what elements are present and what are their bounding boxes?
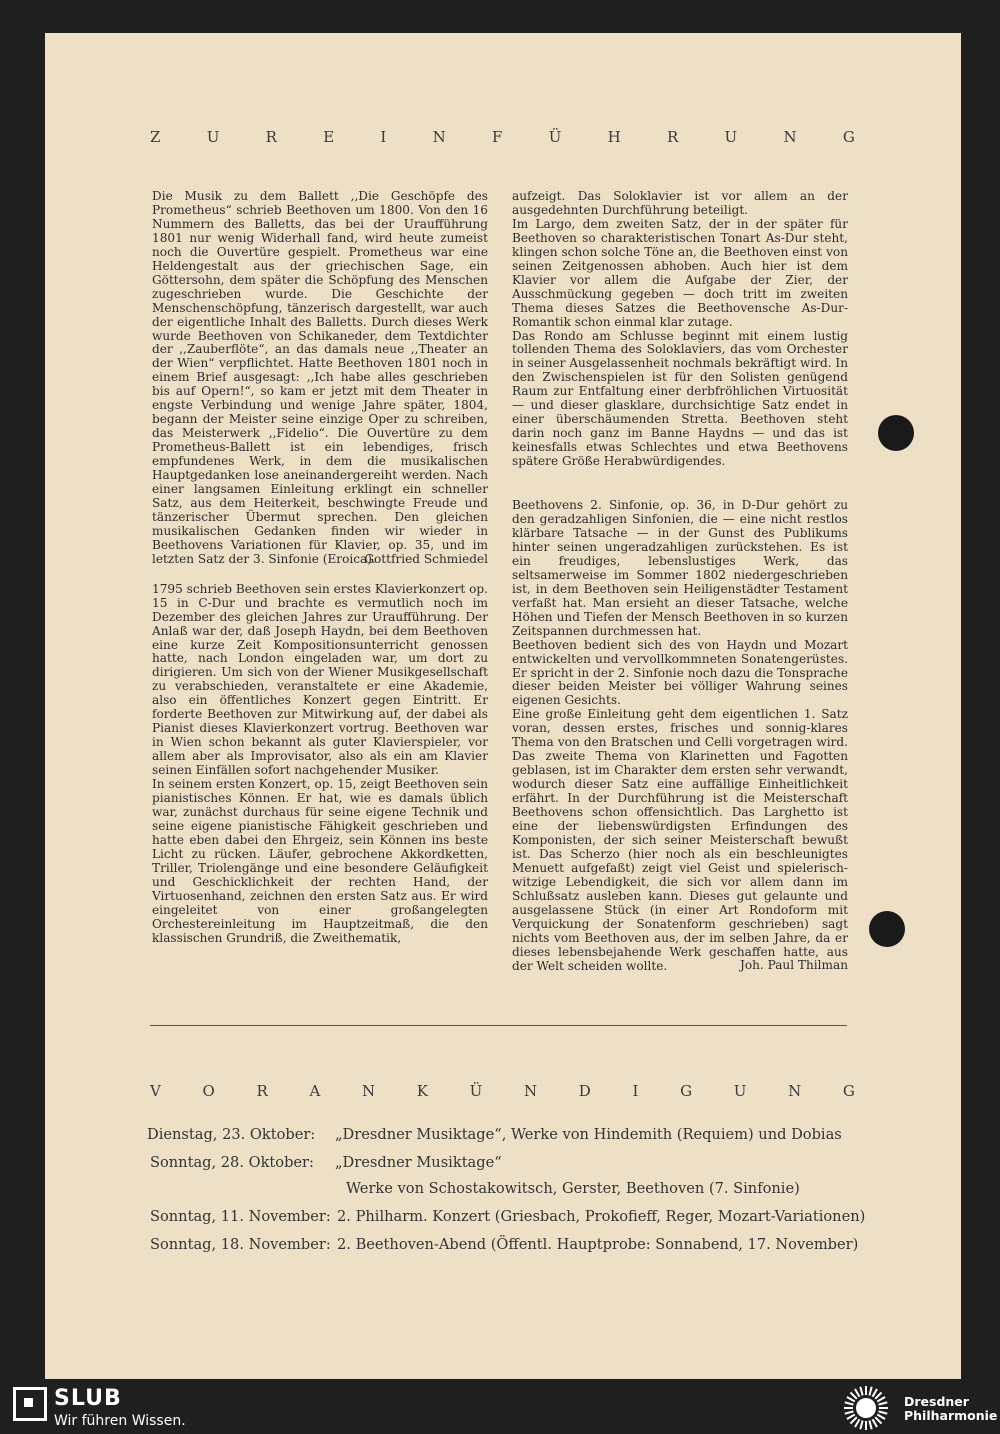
logo-ray xyxy=(860,1387,862,1396)
heading-letter: G xyxy=(680,1082,693,1100)
heading-letter: F xyxy=(492,128,503,146)
philharmonie-line2: Philharmonie xyxy=(904,1408,998,1423)
heading-letter: A xyxy=(309,1082,321,1100)
paragraph-sonatengeruest: Beethoven bedient sich des von Haydn und Mozart entwickelten und vervollkommneten Sonatengerüstes. Er spricht in der 2. Sinfonie noch dazu die Tonsprache dieser beiden Meister bei völliger Wahrung seines eigenen Gesichts. xyxy=(512,637,848,708)
heading-vorankuendigung xyxy=(150,1082,855,1100)
philharmonie-logo-icon[interactable] xyxy=(843,1385,889,1431)
logo-ray xyxy=(845,1402,854,1404)
slub-logo-icon[interactable] xyxy=(13,1387,47,1421)
heading-letter: K xyxy=(416,1082,428,1100)
paragraph-erstes-konzert: In seinem ersten Konzert, op. 15, zeigt Beethoven sein pianistisches Können. Er hat, wie es damals üblich war, zunächst durchaus für seine eigene Technik und seine eigene pianistische Fähigkeit geschrieben und hatte eben dabei den Ehrgeiz, sein Können ins beste Licht zu rücken. Läufer, gebrochene Akkordketten, Triller, Triolengänge und eine besondere Geläufigkeit und Geschicklichkeit der rechten Hand, der Virtuosenhand, zeichnen den ersten Satz aus. Er wird eingeleitet von einer großangelegten Orchestereinleitung im Hauptzeitmaß, die den klassischen Grundriß, die Zweithematik, xyxy=(152,777,488,945)
heading-letter: R xyxy=(265,128,277,146)
logo-ray xyxy=(869,1421,871,1430)
heading-letter: U xyxy=(206,128,220,146)
logo-ray xyxy=(855,1389,860,1397)
right-text-column xyxy=(512,190,848,973)
heading-letter: I xyxy=(632,1082,639,1100)
event-text: „Dresdner Musiktage“ xyxy=(335,1154,502,1171)
heading-letter: R xyxy=(256,1082,268,1100)
logo-ray xyxy=(875,1392,881,1398)
heading-letter: N xyxy=(524,1082,538,1100)
event-row xyxy=(147,1126,842,1143)
heading-letter: V xyxy=(150,1082,161,1100)
event-text: 2. Beethoven-Abend (Öffentl. Hauptprobe: Sonnabend, 17. November) xyxy=(337,1236,859,1253)
heading-letter: N xyxy=(788,1082,802,1100)
heading-letter: G xyxy=(842,128,855,146)
heading-letter: Ü xyxy=(548,128,562,146)
heading-letter: U xyxy=(733,1082,747,1100)
heading-letter: I xyxy=(380,128,387,146)
paragraph-largo: Im Largo, dem zweiten Satz, der in der später für Beethoven so charakteristischen Tonart As-Dur steht, klingen schon solche Töne an, die Beethoven einst von seinen Zeitgenossen abhoben. Auch hier ist dem Klavier vor allem die Aufgabe der Zier, der Ausschmückung gegeben — doch tritt im zweiten Thema dieses Satzes die Beethovensche As-Dur-Romantik schon einmal klar zutage. xyxy=(512,216,848,329)
slub-tagline: Wir führen Wissen. xyxy=(54,1413,186,1429)
author-signature: Joh. Paul Thilman xyxy=(740,958,848,973)
event-row xyxy=(150,1236,858,1253)
author-signature: Gottfried Schmiedel xyxy=(364,551,488,566)
heading-letter: H xyxy=(607,128,621,146)
logo-ray xyxy=(860,1421,862,1430)
left-text-column xyxy=(152,190,488,945)
heading-letter: Z xyxy=(150,128,161,146)
logo-ray xyxy=(847,1415,855,1420)
heading-letter: E xyxy=(323,128,335,146)
logo-ray xyxy=(845,1411,854,1413)
heading-letter: Ü xyxy=(469,1082,483,1100)
heading-letter: R xyxy=(666,128,679,146)
logo-ray xyxy=(877,1415,885,1420)
paragraph-zweite-sinfonie: Beethovens 2. Sinfonie, op. 36, in D-Dur gehört zu den geradzahligen Sinfonien, die — eine nicht restlos klärbare Tatsache — in der Gunst des Publikums hinter seinen ungeradzahligen zurückstehen. Es ist ein freudiges, lebenslustiges Werk, das seltsamerweise im Sommer 1802 niedergeschrieben ist, in dem Beethoven sein Heiligenstädter Testament verfaßt hat. Man ersieht an dieser Tatsache, welche Höhen und Tiefen der Mensch Beethoven in so kurzen Zeitspannen durchmessen hat. xyxy=(512,498,848,638)
logo-ray xyxy=(875,1417,881,1423)
event-date: Sonntag, 18. November: xyxy=(150,1236,331,1253)
logo-ray xyxy=(873,1389,878,1397)
event-text: Werke von Schostakowitsch, Gerster, Beethoven (7. Sinfonie) xyxy=(346,1180,800,1197)
logo-ray xyxy=(847,1397,855,1402)
paragraph-soloklavier: aufzeigt. Das Soloklavier ist vor allem an der ausgedehnten Durchführung beteiligt. xyxy=(512,189,848,217)
logo-ray xyxy=(869,1387,871,1396)
event-row xyxy=(150,1154,502,1171)
viewer-footer xyxy=(0,1382,1000,1434)
heading-letter: N xyxy=(361,1082,376,1100)
event-row xyxy=(150,1208,865,1225)
paragraph-rondo: Das Rondo am Schlusse beginnt mit einem lustig tollenden Thema des Soloklaviers, das vom Orchester in seiner Ausgelassenheit nochmals bekräftigt wird. In den Zwischenspielen ist für den Solisten genügend Raum zur Entfaltung einer derbfröhlichen Virtuosität — und dieser glasklare, durchsichtige Satz endet in einer überschäumenden Stretta. Beethoven steht darin noch ganz im Banne Haydns — und das ist keinesfalls etwas Schlechtes und etwa Beethovens spätere Größe Herabwürdigendes. xyxy=(512,328,848,469)
punch-hole xyxy=(878,415,914,451)
event-text: 2. Philharm. Konzert (Griesbach, Prokofieff, Reger, Mozart-Variationen) xyxy=(337,1208,866,1225)
paragraph-prometheus: Die Musik zu dem Ballett ,,Die Geschöpfe des Prometheus“ schrieb Beethoven um 1800. Von den 16 Nummern des Balletts, das bei der Uraufführung 1801 nur wenig Widerhall fand, wird heute zumeist noch die Ouvertüre gespielt. Prometheus war eine Heldengestalt aus der griechischen Sage, ein Göttersohn, dem später die Schöpfung des Menschen zugeschrieben wurde. Die Geschichte der Menschenschöpfung, tänzerisch dargestellt, war auch der eigentliche Inhalt des Balletts. Durch dieses Werk wurde Beethoven von Schikaneder, dem Textdichter der ,,Zauberflöte“, an das damals neue ,,Theater an der Wien“ verpflichtet. Hatte Beethoven 1801 noch in einem Brief ausgesagt: ,,Ich habe alles geschrieben bis auf Opern!“, so kam er jetzt mit dem Theater in engste Verbindung und wenige Jahre später, 1804, begann der Meister seine einzige Oper zu schreiben, das Meisterwerk ,,Fidelio“. Die Ouvertüre zu dem Prometheus-Ballett ist ein lebendiges, frisch empfundenes Werk, in dem die musikalischen Hauptgedanken lose aneinandergereiht werden. Nach einer langsamen Einleitung erklingt ein schneller Satz, aus dem Heiterkeit, beschwingte Freude und tänzerischer Übermut sprechen. Den gleichen musikalischen Gedanken finden wir wieder in Beethovens Variationen für Klavier, op. 35, und im letzten Satz der 3. Sinfonie (Eroica). xyxy=(152,189,488,566)
event-date: Sonntag, 28. Oktober: xyxy=(150,1154,314,1171)
event-text: „Dresdner Musiktage“, Werke von Hindemith (Requiem) und Dobias xyxy=(335,1126,842,1143)
heading-letter: N xyxy=(432,128,446,146)
slub-name[interactable]: SLUB xyxy=(54,1386,122,1411)
heading-letter: D xyxy=(578,1082,591,1100)
philharmonie-line1: Dresdner xyxy=(904,1394,969,1409)
heading-zur-einfuehrung xyxy=(150,128,855,146)
logo-ray xyxy=(850,1417,856,1423)
logo-ray xyxy=(877,1397,885,1402)
logo-ray xyxy=(873,1419,878,1427)
event-row xyxy=(346,1180,800,1197)
event-date: Dienstag, 23. Oktober: xyxy=(147,1126,316,1143)
heading-letter: O xyxy=(202,1082,215,1100)
paragraph-klavierkonzert: 1795 schrieb Beethoven sein erstes Klavierkonzert op. 15 in C-Dur und brachte es vermutlich noch im Dezember des gleichen Jahres zur Uraufführung. Der Anlaß war der, daß Joseph Haydn, bei dem Beethoven eine kurze Zeit Kompositionsunterricht genossen hatte, nach London eingeladen war, um dort zu dirigieren. Um sich von der Wiener Musikgesellschaft zu verabschieden, veranstaltete er eine Akademie, also ein öffentliches Konzert gegen Eintritt. Er forderte Beethoven zur Mitwirkung auf, der dabei als Pianist dieses Klavierkonzert vortrug. Beethoven war in Wien schon bekannt als guter Klavierspieler, vor allem aber als Improvisator, also als ein am Klavier seinen Einfällen sofort nachgehender Musiker. xyxy=(152,581,488,778)
logo-ray xyxy=(855,1419,860,1427)
punch-hole xyxy=(869,911,905,947)
philharmonie-name[interactable] xyxy=(904,1395,997,1423)
event-date: Sonntag, 11. November: xyxy=(150,1208,331,1225)
divider-line xyxy=(150,1025,847,1026)
heading-letter: G xyxy=(842,1082,855,1100)
logo-ray xyxy=(850,1392,856,1398)
logo-ray xyxy=(879,1402,888,1404)
logo-ray xyxy=(879,1411,888,1413)
paragraph-einleitung: Eine große Einleitung geht dem eigentlichen 1. Satz voran, dessen erstes, frisches und sonnig-klares Thema von den Bratschen und Celli vorgetragen wird. Das zweite Thema von Klarinetten und Fagotten geblasen, ist im Charakter dem ersten sehr verwandt, wodurch dieser Satz eine auffällige Einheitlichkeit erfährt. In der Durchführung ist die Meisterschaft Beethovens schon offensichtlich. Das Larghetto ist eine der liebenswürdigsten Erfindungen des Komponisten, der sich seiner Meisterschaft bewußt ist. Das Scherzo (hier noch als ein beschleunigtes Menuett aufgefaßt) zeigt viel Geist und spielerisch-witzige Lebendigkeit, die sich vor allem dann im Schlußsatz ausleben kann. Dieses gut gelaunte und ausgelassene Stück (in einer Art Rondoform mit Verquickung der Sonatenform geschrieben) sagt nichts vom Beethoven aus, der im selben Jahre, da er dieses lebensbejahende Werk geschaffen hatte, aus der Welt scheiden wollte. xyxy=(512,707,848,973)
heading-letter: N xyxy=(783,128,797,146)
heading-letter: U xyxy=(724,128,738,146)
